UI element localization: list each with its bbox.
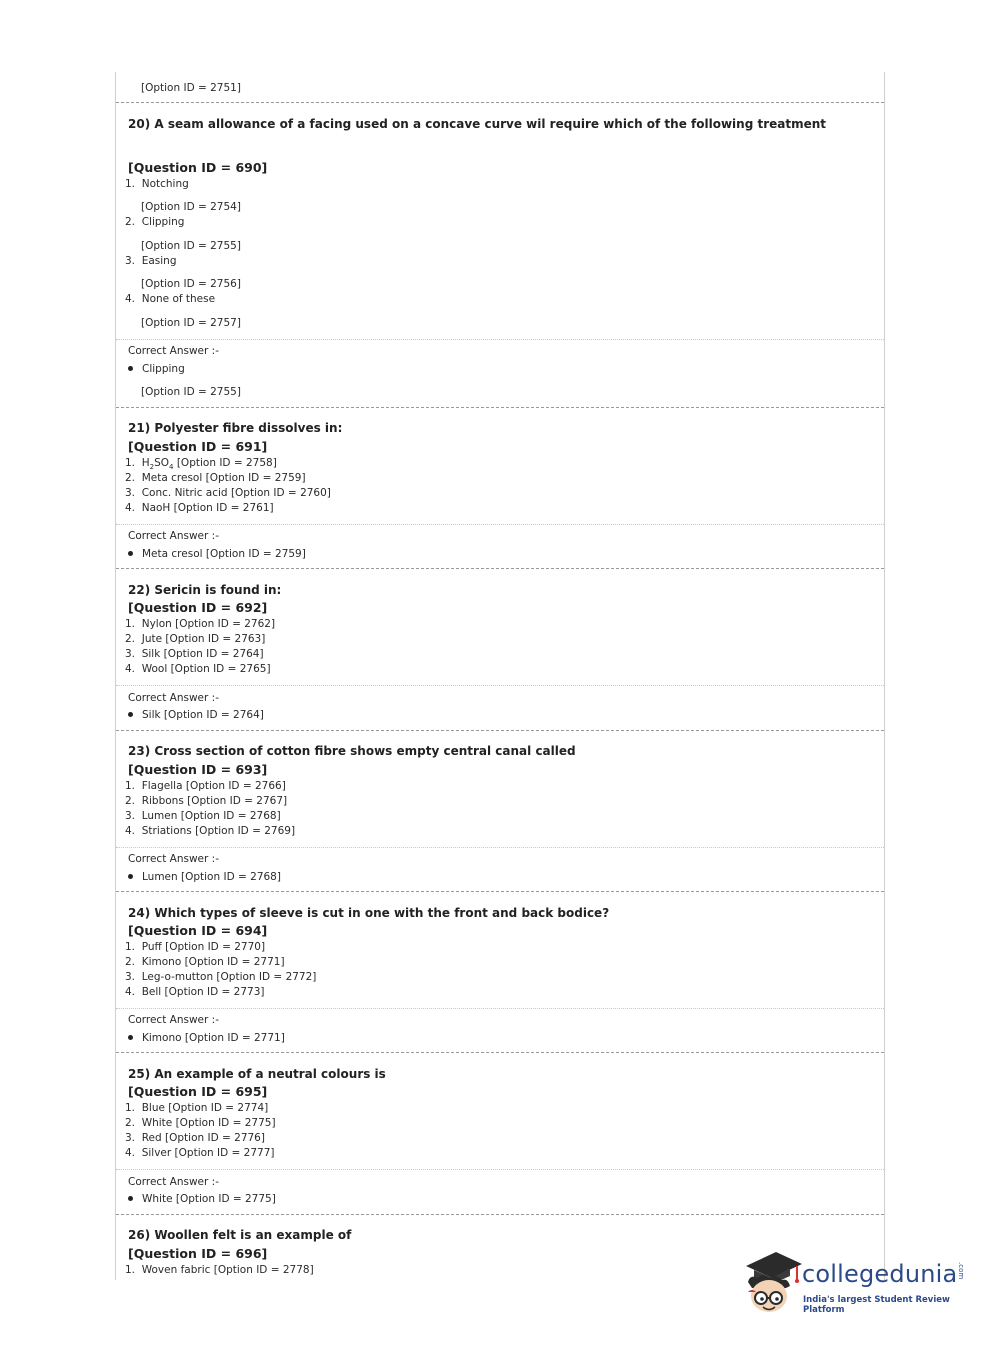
- question-title: 26) Woollen felt is an example of: [128, 1228, 352, 1242]
- option-text: Blue [Option ID = 2774]: [141, 1102, 269, 1114]
- question-divider: [116, 568, 884, 569]
- question-title: 25) An example of a neutral colours is: [128, 1067, 386, 1081]
- logo-wordmark: collegedunia: [802, 1260, 958, 1288]
- question-id: [Question ID = 694]: [128, 923, 268, 938]
- subscript: 2: [149, 463, 155, 472]
- option-number: 2.: [125, 956, 136, 968]
- option-number: 3.: [125, 487, 136, 499]
- option-item[interactable]: [125, 255, 177, 267]
- correct-answer: [128, 363, 185, 375]
- question-id: [Question ID = 692]: [128, 600, 268, 615]
- option-number: 2.: [125, 795, 136, 807]
- subscript: 4: [169, 463, 174, 472]
- option-id: [Option ID = 2755]: [141, 240, 241, 252]
- answer-divider: [116, 1169, 884, 1170]
- option-text: Puff [Option ID = 2770]: [141, 941, 266, 953]
- correct-answer: [128, 1193, 276, 1205]
- option-number: 3.: [125, 255, 136, 267]
- bullet-icon: [128, 551, 133, 556]
- option-text: H: [141, 457, 150, 469]
- answer-text: Meta cresol [Option ID = 2759]: [142, 548, 306, 560]
- option-text: Silver [Option ID = 2777]: [141, 1147, 275, 1159]
- option-text: Leg-o-mutton [Option ID = 2772]: [141, 971, 317, 983]
- option-text: Striations [Option ID = 2769]: [141, 825, 296, 837]
- option-text: Notching: [141, 178, 189, 190]
- option-item[interactable]: [125, 648, 264, 660]
- answer-text: Silk [Option ID = 2764]: [142, 709, 264, 721]
- question-divider: [116, 407, 884, 408]
- option-item[interactable]: [125, 795, 287, 807]
- option-item[interactable]: [125, 956, 285, 968]
- option-id: [Option ID = 2755]: [141, 386, 241, 398]
- option-item[interactable]: [125, 216, 184, 228]
- option-text: Lumen [Option ID = 2768]: [141, 810, 281, 822]
- option-number: 1.: [125, 457, 136, 469]
- option-number: 3.: [125, 810, 136, 822]
- correct-answer-label: Correct Answer :-: [128, 530, 219, 542]
- option-id: [Option ID = 2758]: [173, 457, 277, 469]
- answer-text: White [Option ID = 2775]: [142, 1193, 276, 1205]
- question-id: [Question ID = 695]: [128, 1084, 268, 1099]
- option-item[interactable]: [125, 971, 316, 983]
- question-title: 20) A seam allowance of a facing used on a concave curve wil require which of the following treatment: [128, 117, 827, 131]
- option-item[interactable]: [125, 633, 265, 645]
- collegedunia-logo[interactable]: [742, 1248, 967, 1318]
- option-item[interactable]: [125, 663, 271, 675]
- option-text: NaoH [Option ID = 2761]: [141, 502, 274, 514]
- mascot-icon: [742, 1248, 804, 1318]
- option-text: SO: [154, 457, 170, 469]
- option-number: 4.: [125, 825, 136, 837]
- option-text: None of these: [141, 293, 216, 305]
- option-id: [Option ID = 2756]: [141, 278, 241, 290]
- option-number: 4.: [125, 293, 136, 305]
- option-item[interactable]: [125, 1147, 275, 1159]
- correct-answer-label: Correct Answer :-: [128, 1014, 219, 1026]
- correct-answer-label: Correct Answer :-: [128, 345, 219, 357]
- option-number: 3.: [125, 648, 136, 660]
- question-divider: [116, 730, 884, 731]
- option-item[interactable]: [125, 178, 189, 190]
- correct-answer-label: Correct Answer :-: [128, 692, 219, 704]
- option-text: White [Option ID = 2775]: [141, 1117, 276, 1129]
- option-number: 4.: [125, 502, 136, 514]
- question-id: [Question ID = 691]: [128, 439, 268, 454]
- option-text: Red [Option ID = 2776]: [141, 1132, 265, 1144]
- correct-answer-label: Correct Answer :-: [128, 1176, 219, 1188]
- option-number: 4.: [125, 986, 136, 998]
- answer-divider: [116, 339, 884, 340]
- option-number: 2.: [125, 633, 136, 645]
- question-divider: [116, 1214, 884, 1215]
- bullet-icon: [128, 712, 133, 717]
- option-id: [Option ID = 2754]: [141, 201, 241, 213]
- option-item[interactable]: [125, 941, 265, 953]
- option-text: Meta cresol [Option ID = 2759]: [141, 472, 306, 484]
- logo-com: .com: [957, 1262, 965, 1280]
- option-item[interactable]: [125, 1117, 276, 1129]
- option-number: 1.: [125, 1102, 136, 1114]
- bullet-icon: [128, 1196, 133, 1201]
- option-text: Bell [Option ID = 2773]: [141, 986, 265, 998]
- question-id: [Question ID = 696]: [128, 1246, 268, 1261]
- option-text: Flagella [Option ID = 2766]: [141, 780, 286, 792]
- question-id: [Question ID = 690]: [128, 160, 268, 175]
- option-text: Conc. Nitric acid [Option ID = 2760]: [141, 487, 331, 499]
- option-text: Easing: [141, 255, 177, 267]
- option-number: 2.: [125, 1117, 136, 1129]
- question-divider: [116, 1052, 884, 1053]
- option-item[interactable]: [125, 502, 274, 514]
- question-divider: [116, 102, 884, 103]
- option-text: Silk [Option ID = 2764]: [141, 648, 264, 660]
- option-item[interactable]: [125, 1132, 265, 1144]
- option-number: 1.: [125, 618, 136, 630]
- option-item[interactable]: [125, 472, 306, 484]
- option-text: Jute [Option ID = 2763]: [141, 633, 266, 645]
- option-text: Clipping: [141, 216, 185, 228]
- option-number: 1.: [125, 178, 136, 190]
- question-title: 22) Sericin is found in:: [128, 583, 282, 597]
- option-number: 4.: [125, 1147, 136, 1159]
- question-title: 24) Which types of sleeve is cut in one with the front and back bodice?: [128, 906, 610, 920]
- bullet-icon: [128, 874, 133, 879]
- option-number: 1.: [125, 780, 136, 792]
- answer-divider: [116, 1008, 884, 1009]
- option-text: Kimono [Option ID = 2771]: [141, 956, 285, 968]
- option-item[interactable]: [125, 780, 286, 792]
- option-number: 2.: [125, 216, 136, 228]
- option-item[interactable]: [125, 293, 215, 305]
- bullet-icon: [128, 1035, 133, 1040]
- bullet-icon: [128, 366, 133, 371]
- option-item[interactable]: [125, 1264, 314, 1276]
- option-item[interactable]: [125, 618, 275, 630]
- answer-divider: [116, 847, 884, 848]
- option-text: Nylon [Option ID = 2762]: [141, 618, 276, 630]
- option-item[interactable]: [125, 487, 331, 499]
- question-title: 21) Polyester fibre dissolves in:: [128, 421, 343, 435]
- option-id: [Option ID = 2757]: [141, 317, 241, 329]
- correct-answer: [128, 1032, 285, 1044]
- question-id: [Question ID = 693]: [128, 762, 268, 777]
- option-number: 4.: [125, 663, 136, 675]
- answer-divider: [116, 685, 884, 686]
- question-divider: [116, 891, 884, 892]
- option-text: Wool [Option ID = 2765]: [141, 663, 271, 675]
- question-title: 23) Cross section of cotton fibre shows empty central canal called: [128, 744, 576, 758]
- option-text: Woven fabric [Option ID = 2778]: [141, 1264, 314, 1276]
- option-item[interactable]: [125, 1102, 268, 1114]
- answer-text: Clipping: [142, 363, 185, 375]
- option-number: 2.: [125, 472, 136, 484]
- answer-text: Kimono [Option ID = 2771]: [142, 1032, 285, 1044]
- correct-answer: [128, 871, 281, 883]
- answer-divider: [116, 524, 884, 525]
- option-item[interactable]: [125, 986, 265, 998]
- option-item[interactable]: [125, 825, 295, 837]
- option-text: Ribbons [Option ID = 2767]: [141, 795, 288, 807]
- correct-answer: [128, 709, 264, 721]
- correct-answer-label: Correct Answer :-: [128, 853, 219, 865]
- option-item[interactable]: [125, 810, 281, 822]
- option-number: 3.: [125, 971, 136, 983]
- option-number: 1.: [125, 941, 136, 953]
- correct-answer: [128, 548, 306, 560]
- option-id: [Option ID = 2751]: [141, 82, 241, 94]
- option-item[interactable]: [125, 457, 277, 471]
- option-number: 1.: [125, 1264, 136, 1276]
- answer-text: Lumen [Option ID = 2768]: [142, 871, 281, 883]
- logo-tagline: India's largest Student Review Platform: [803, 1295, 950, 1315]
- option-number: 3.: [125, 1132, 136, 1144]
